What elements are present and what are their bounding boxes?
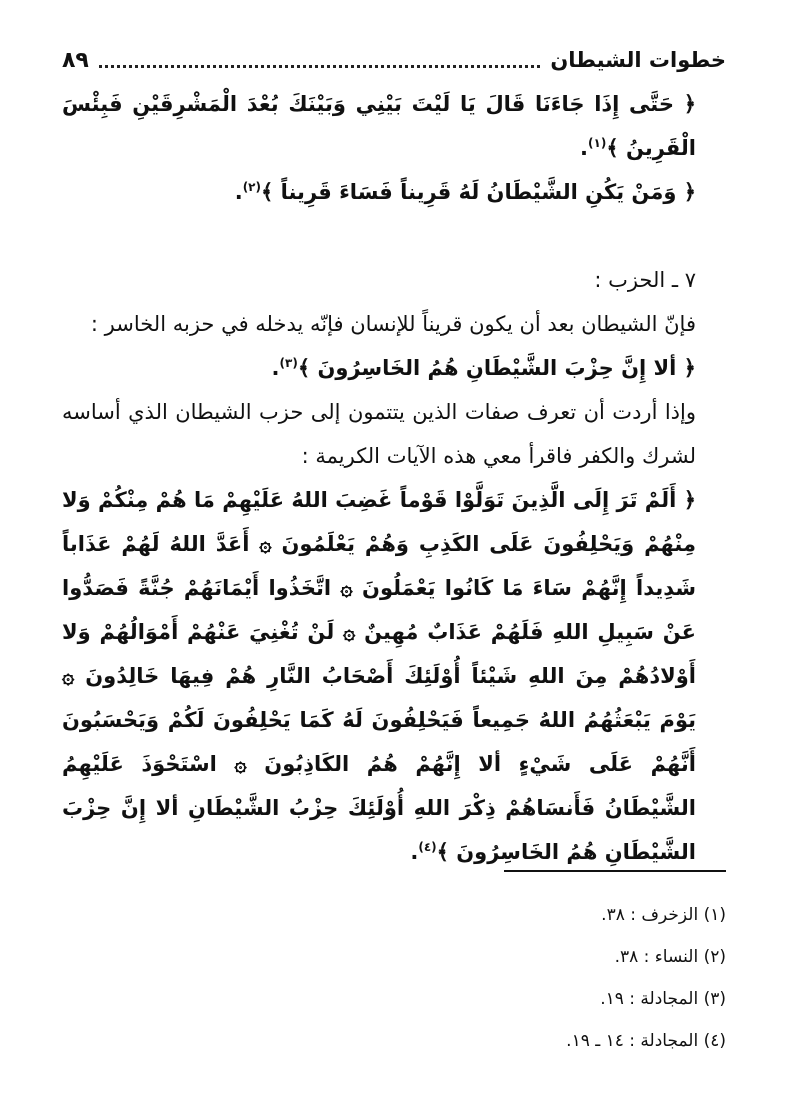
paragraph-1: فإنّ الشيطان بعد أن يكون قريناً للإنسان فإنّه يدخله في حزبه الخاسر :	[90, 312, 696, 336]
footnote-ref-1: (١)	[588, 136, 607, 150]
section-heading: ٧ ـ الحزب :	[594, 268, 696, 292]
verse-2-text: ﴿ وَمَنْ يَكُنِ الشَّيْطَانُ لَهُ قَرِيناً فَسَاءَ قَرِيناً ﴾	[260, 180, 696, 204]
running-title: خطوات الشيطان	[550, 48, 726, 72]
footnote-separator	[504, 870, 726, 872]
footnote-1: (١) الزخرف : ٣٨.	[601, 905, 726, 925]
book-page	[62, 38, 726, 1078]
page-body	[62, 82, 726, 874]
footnote-2: (٢) النساء : ٣٨.	[614, 947, 726, 967]
footnote-ref-2: (٢)	[242, 180, 261, 194]
page-number: ٨٩	[62, 47, 89, 73]
footnote-4: (٤) المجادلة : ١٤ ـ ١٩.	[566, 1031, 726, 1051]
running-header	[62, 38, 726, 82]
blank-line	[62, 214, 726, 258]
verse-3-text: ﴿ ألا إِنَّ حِزْبَ الشَّيْطَانِ هُمُ الخَاسِرُونَ ﴾	[297, 356, 696, 380]
paragraph-2: وإذا أردت أن تعرف صفات الذين يتتمون إلى حزب الشيطان الذي أساسه لشرك والكفر فاقرأ معي هذه الآيات الكريمة :	[62, 400, 696, 468]
quran-verse-4: ﴿ أَلَمْ تَرَ إِلَى الَّذِينَ تَوَلَّوْا قَوْماً غَضِبَ اللهُ عَلَيْهِمْ مَا هُمْ مِنْكُمْ وَلا مِنْهُمْ وَيَحْلِفُونَ عَلَى الكَذِبِ وَهُمْ يَعْلَمُونَ ۞ أَعَدَّ اللهُ لَهُمْ عَذَاباً شَدِيداً إِنَّهُمْ سَاءَ مَا كَانُوا يَعْمَلُونَ ۞ اتَّخَذُوا أَيْمَانَهُمْ جُنَّةً فَصَدُّوا عَنْ سَبِيلِ اللهِ فَلَهُمْ عَذَابٌ مُهِينٌ ۞ لَنْ تُغْنِيَ عَنْهُمْ أَمْوَالُهُمْ وَلا أَوْلادُهُمْ مِنَ اللهِ شَيْئاً أُوْلَئِكَ أَصْحَابُ النَّارِ هُمْ فِيهَا خَالِدُونَ ۞ يَوْمَ يَبْعَثُهُمُ اللهُ جَمِيعاً فَيَحْلِفُونَ لَهُ كَمَا يَحْلِفُونَ لَكُمْ وَيَحْسَبُونَ أَنَّهُمْ عَلَى شَيْءٍ ألا إِنَّهُمْ هُمُ الكَاذِبُونَ ۞ اسْتَحْوَذَ عَلَيْهِمُ الشَّيْطَانُ فَأَنسَاهُمْ ذِكْرَ اللهِ أُوْلَئِكَ حِزْبُ الشَّيْطَانِ ألا إِنَّ حِزْبَ الشَّيْطَانِ هُمُ الخَاسِرُونَ ﴾$^{(٤)}$.	[62, 488, 696, 864]
footnote-ref-4: (٤)	[418, 840, 437, 854]
footnotes	[62, 894, 726, 1062]
quran-verse-1: ﴿ حَتَّى إِذَا جَاءَنَا قَالَ يَا لَيْتَ بَيْنِي وَبَيْنَكَ بُعْدَ الْمَشْرِقَيْنِ فَبِئْسَ الْقَرِينُ ﴾$^{(١)}$.	[62, 92, 696, 160]
verse-1-text: ﴿ حَتَّى إِذَا جَاءَنَا قَالَ يَا لَيْتَ بَيْنِي وَبَيْنَكَ بُعْدَ الْمَشْرِقَيْنِ فَبِئْسَ الْقَرِينُ ﴾	[62, 92, 696, 160]
header-dot-leader	[99, 65, 540, 68]
quran-verse-3: ﴿ ألا إِنَّ حِزْبَ الشَّيْطَانِ هُمُ الخَاسِرُونَ ﴾$^{(٣)}$.	[271, 356, 696, 380]
footnote-ref-3: (٣)	[279, 356, 298, 370]
verse-4-text: ﴿ أَلَمْ تَرَ إِلَى الَّذِينَ تَوَلَّوْا قَوْماً غَضِبَ اللهُ عَلَيْهِمْ مَا هُمْ مِنْكُمْ وَلا مِنْهُمْ وَيَحْلِفُونَ عَلَى الكَذِبِ وَهُمْ يَعْلَمُونَ ۞ أَعَدَّ اللهُ لَهُمْ عَذَاباً شَدِيداً إِنَّهُمْ سَاءَ مَا كَانُوا يَعْمَلُونَ ۞ اتَّخَذُوا أَيْمَانَهُمْ جُنَّةً فَصَدُّوا عَنْ سَبِيلِ اللهِ فَلَهُمْ عَذَابٌ مُهِينٌ ۞ لَنْ تُغْنِيَ عَنْهُمْ أَمْوَالُهُمْ وَلا أَوْلادُهُمْ مِنَ اللهِ شَيْئاً أُوْلَئِكَ أَصْحَابُ النَّارِ هُمْ فِيهَا خَالِدُونَ ۞ يَوْمَ يَبْعَثُهُمُ اللهُ جَمِيعاً فَيَحْلِفُونَ لَهُ كَمَا يَحْلِفُونَ لَكُمْ وَيَحْسَبُونَ أَنَّهُمْ عَلَى شَيْءٍ ألا إِنَّهُمْ هُمُ الكَاذِبُونَ ۞ اسْتَحْوَذَ عَلَيْهِمُ الشَّيْطَانُ فَأَنسَاهُمْ ذِكْرَ اللهِ أُوْلَئِكَ حِزْبُ الشَّيْطَانِ ألا إِنَّ حِزْبَ الشَّيْطَانِ هُمُ الخَاسِرُونَ ﴾	[62, 488, 696, 864]
footnote-3: (٣) المجادلة : ١٩.	[600, 989, 726, 1009]
quran-verse-2: ﴿ وَمَنْ يَكُنِ الشَّيْطَانُ لَهُ قَرِيناً فَسَاءَ قَرِيناً ﴾$^{(٢)}$.	[234, 180, 696, 204]
